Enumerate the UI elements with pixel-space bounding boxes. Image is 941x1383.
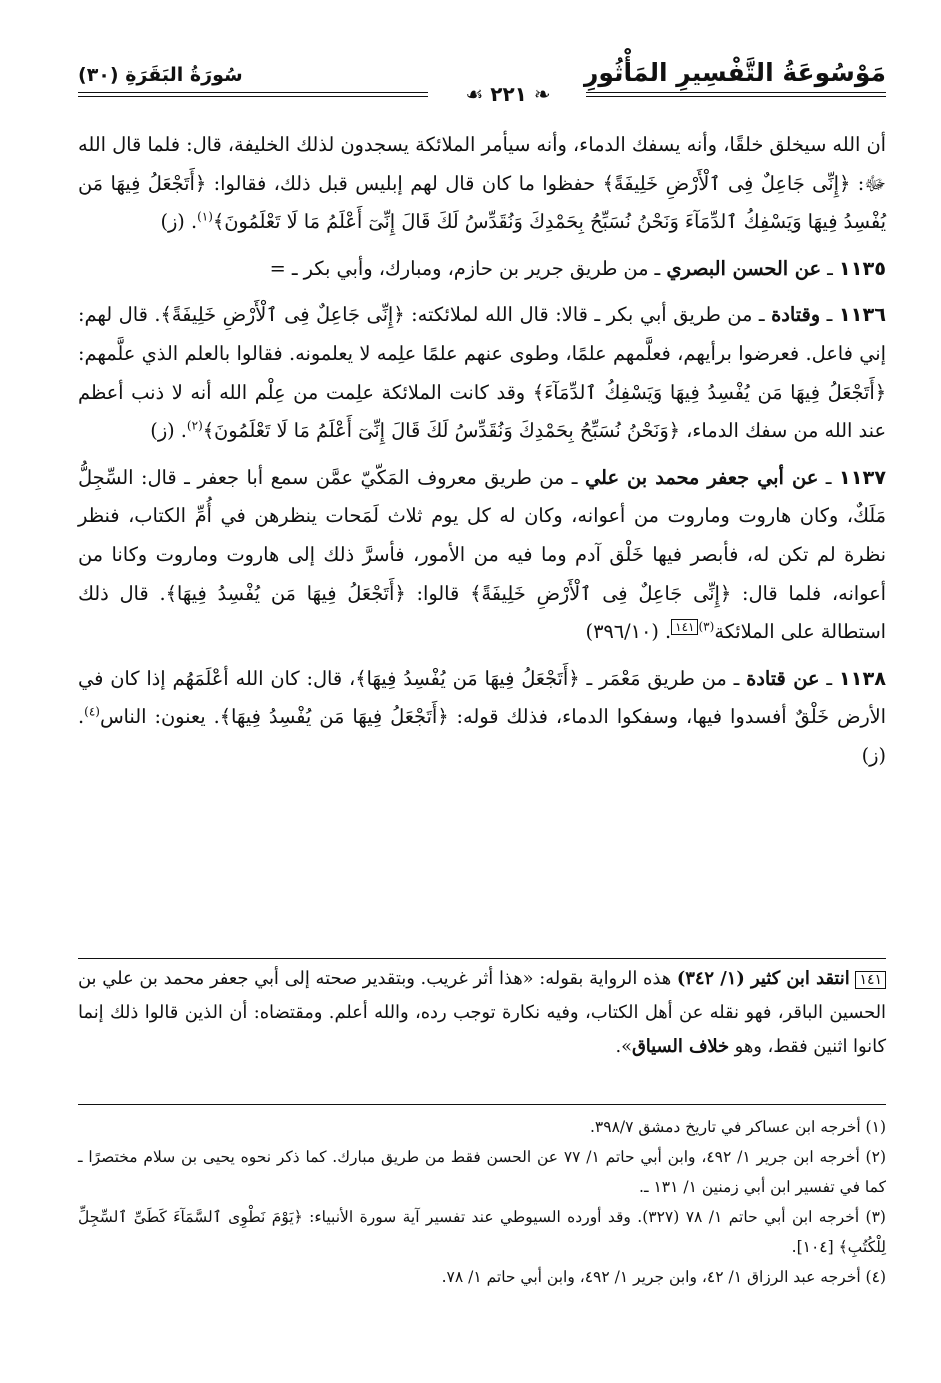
paragraph: ١١٣٥ ـ عن الحسن البصري ـ من طريق جرير بن حازم، ومبارك، وأبي بكر ـ = [269,256,886,280]
narrator-name: عن أبي جعفر محمد بن علي [584,465,819,489]
commentary: ١٤١ انتقد ابن كثير (١/ ٣٤٢) هذه الرواية بقوله: «هذا أثر غريب. وبتقدير صحته إلى أبي جعفر محمد بن علي بن الحسين الباقر، فهو نقله عن أهل الكتاب، وفيه نكارة توجب رده، والله أعلم. ومقتضاه: أن الذين قالوا ذلك إنما كانوا اثنين فقط، وهو خلاف السياق». [78,968,886,1057]
footnote: (١) أخرجه ابن عساكر في تاريخ دمشق ٣٩٨/٧. [589,1118,886,1136]
narration-number: ١١٣٨ [838,666,886,690]
header-rule [78,96,428,97]
page-header [78,52,886,108]
paragraph: أن الله سيخلق خلقًا، وأنه يسفك الدماء، وأنه سيأمر الملائكة يسجدون لذلك الخليفة، قال: فلما قال الله ﷻ: ﴿إِنِّى جَاعِلٌ فِى ٱلْأَرْضِ خَلِيفَةً﴾ حفظوا ما كان قال لهم إبليس قبل ذلك، فقالوا: ﴿أَتَجْعَلُ فِيهَا مَن يُفْسِدُ فِيهَا وَيَسْفِكُ ٱلدِّمَآءَ وَنَحْنُ نُسَبِّحُ بِحَمْدِكَ وَنُقَدِّسُ لَكَ قَالَ إِنِّىٓ أَعْلَمُ مَا لَا تَعْلَمُونَ﴾$^{(١)}$. (ز) [78,133,886,234]
paragraph: ١١٣٨ ـ عن قتادة ـ من طريق مَعْمَر ـ ﴿أَتَجْعَلُ فِيهَا مَن يُفْسِدُ فِيهَا﴾، قال: كان الله أعْلَمَهُم إذا كان في الأرض خَلْقٌ أفسدوا فيها، وسفكوا الدماء، فذلك قوله: ﴿أَتَجْعَلُ فِيهَا مَن يُفْسِدُ فِيهَا﴾. يعنون: الناس$^{(٤)}$. (ز) [78,666,886,767]
footnote: (٣) أخرجه ابن أبي حاتم ١/ ٧٨ (٣٢٧). وقد أورده السيوطي عند تفسير آية سورة الأنبياء: ﴿يَوْمَ نَطْوِى ٱلسَّمَآءَ كَطَىِّ ٱلسِّجِلِّ لِلْكُتُبِ﴾ [١٠٤]. [78,1208,886,1256]
paragraph: ١١٣٧ ـ عن أبي جعفر محمد بن علي ـ من طريق معروف المَكّيّ عمَّن سمع أبا جعفر ـ قال: السِّجِلُّ مَلَكٌ، وكان هاروت وماروت من أعوانه، وكان له كل يوم ثلاث لَمَحات ينظرهن في أُمِّ الكتاب، فنظر نظرة لم تكن له، فأبصر فيها خَلْق آدم وما فيه من الأمور، فأسرَّ ذلك إلى هاروت وماروت وكانا من أعوانه، فلما قال: ﴿إِنِّى جَاعِلٌ فِى ٱلْأَرْضِ خَلِيفَةً﴾ قالوا: ﴿أَتَجْعَلُ فِيهَا مَن يُفْسِدُ فِيهَا﴾. قال ذلك استطالة على الملائكة$^{(٣)}$١٤١. (٣٩٦/١٠) [78,465,886,644]
footnotes [78,1112,886,1292]
commentary-lead: انتقد ابن كثير (١/ ٣٤٢) [676,968,850,989]
narration-number: ١١٣٦ [838,303,886,327]
footnote-ref: (٤) [84,704,100,719]
narrator-name: وقتادة [771,303,821,327]
paragraph: ١١٣٦ ـ وقتادة ـ من طريق أبي بكر ـ قالا: قال الله لملائكته: ﴿إِنِّى جَاعِلٌ فِى ٱلْأَرْضِ خَلِيفَةً﴾. قال لهم: إني فاعل. فعرضوا برأيهم، فعلَّمهم علمًا، وطوى عنهم علمًا علِمه لا يعلمونه. فقالوا بالعلم الذي علَّمهم: ﴿أَتَجْعَلُ فِيهَا مَن يُفْسِدُ فِيهَا وَيَسْفِكُ ٱلدِّمَآءَ﴾ وقد كانت الملائكة علِمت من عِلْم الله أنه لا ذنب أعظم عند الله من سفك الدماء، ﴿وَنَحْنُ نُسَبِّحُ بِحَمْدِكَ وَنُقَدِّسُ لَكَ قَالَ إِنِّىٓ أَعْلَمُ مَا لَا تَعْلَمُونَ﴾$^{(٢)}$. (ز) [78,303,886,443]
footnote-ref: (٢) [186,418,203,433]
narrator-name: عن قتادة [746,666,820,690]
commentary-number: ١٤١ [855,971,886,989]
commentary-ref: ١٤١ [671,619,698,635]
narration-number: ١١٣٥ [838,256,886,280]
ornament-icon: ❧ [526,82,551,106]
narrator-name: عن الحسن البصري [666,256,821,280]
narration-number: ١١٣٧ [838,465,886,489]
footnote: (٤) أخرجه عبد الرزاق ١/ ٤٢، وابن جرير ١/ ٤٩٢، وابن أبي حاتم ١/ ٧٨. [441,1268,886,1286]
commentary-rule [78,958,886,959]
header-rule [586,92,886,93]
footnote: (٢) أخرجه ابن جرير ١/ ٤٩٢، وابن أبي حاتم ١/ ٧٧ عن الحسن فقط من طريق مبارك. كما ذكر نحوه يحيى بن سلام مختصرًا ـ كما في تفسير ابن أبي زمنين ١/ ١٣١ ـ. [78,1148,886,1196]
footnotes-rule [78,1104,886,1105]
page-number: ❧ ٢٢١ ☙ [465,82,551,106]
footnote-ref: (٣) [698,619,715,634]
book-title: مَوْسُوعَةُ التَّفْسِيرِ المَأْثُورِ [584,58,886,87]
footnote-ref: (١) [197,209,213,224]
ornament-icon: ☙ [465,82,491,106]
header-rule [78,92,428,93]
main-text [78,126,886,784]
surah-label: سُورَةُ البَقَرَةِ (٣٠) [78,64,243,86]
header-rule [586,96,886,97]
